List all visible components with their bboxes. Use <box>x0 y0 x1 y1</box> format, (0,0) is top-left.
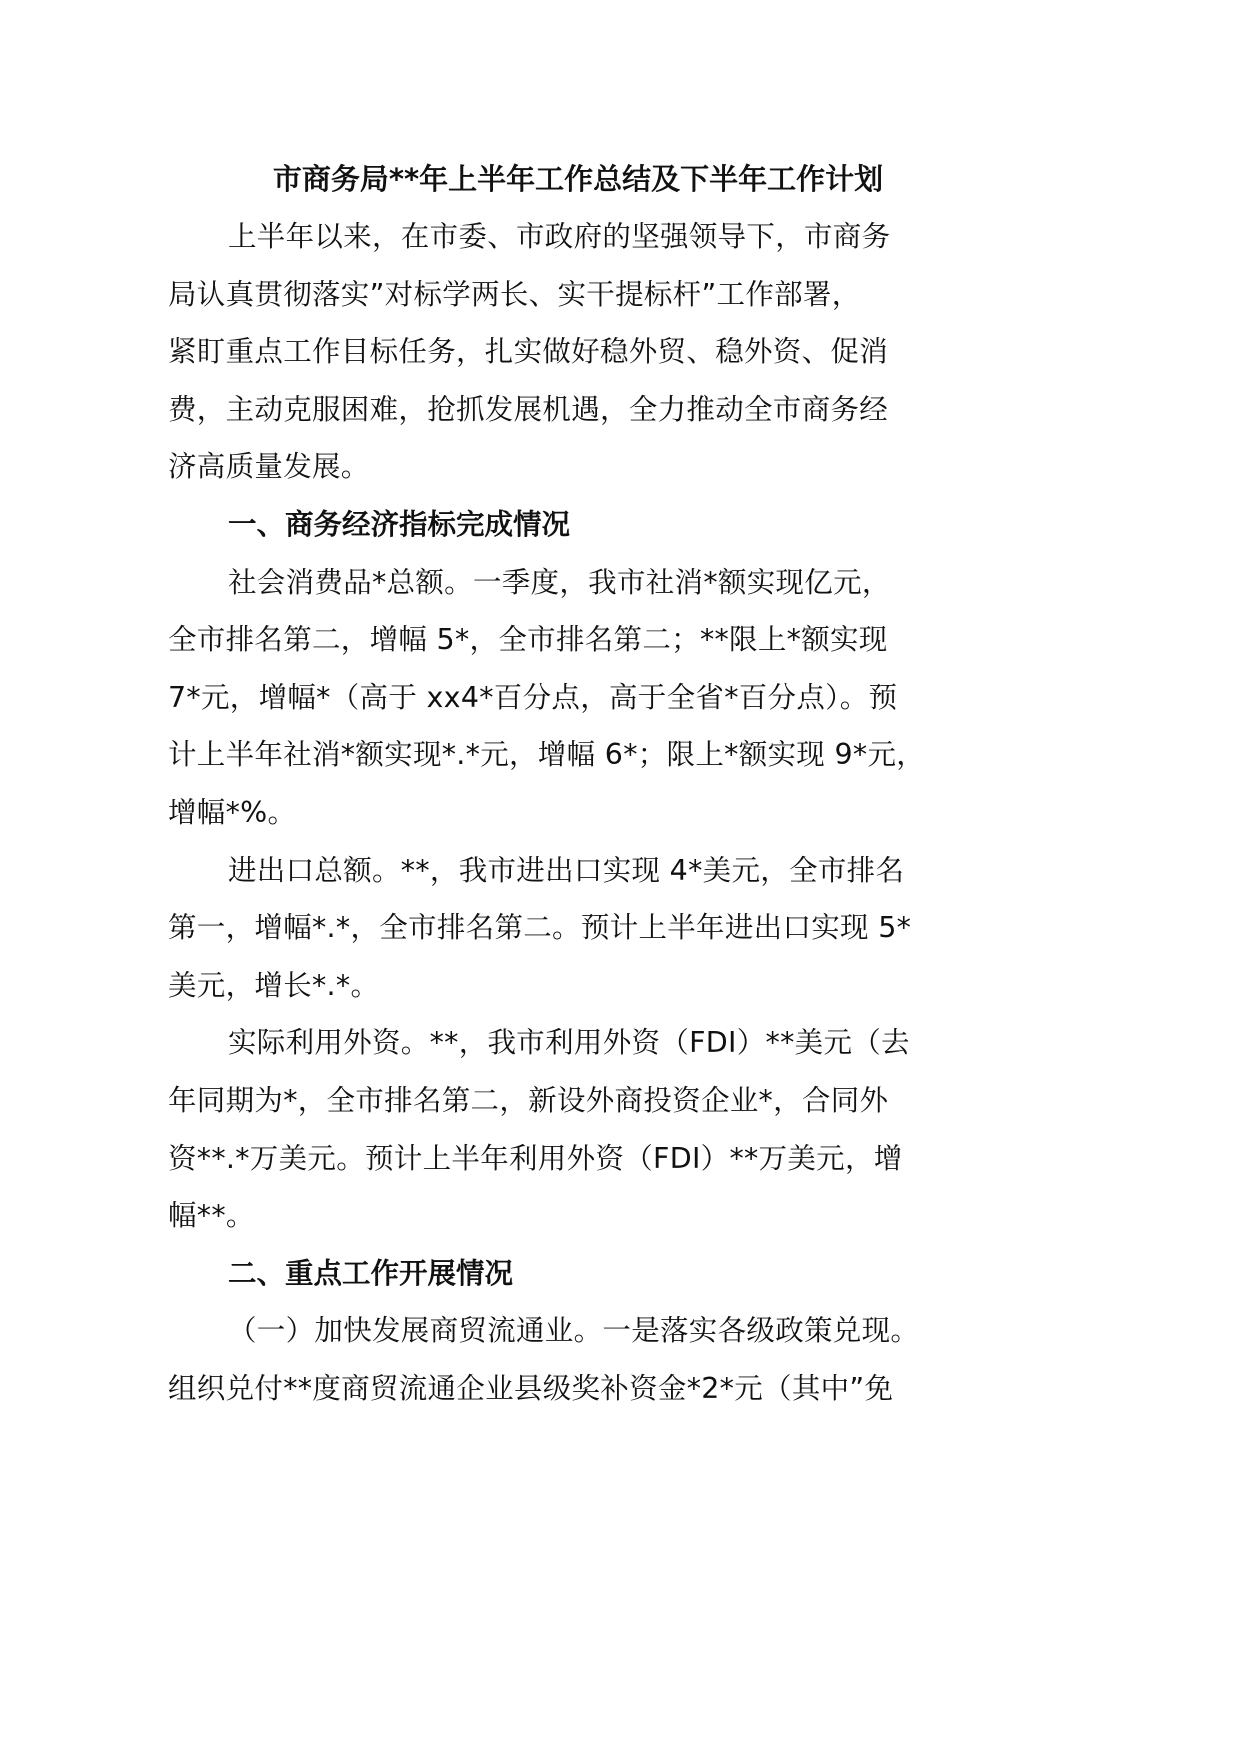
text-line: 上半年以来，在市委、市政府的坚强领导下，市商务 <box>228 220 891 253</box>
text-line: 资**.*万美元。预计上半年利用外资（FDI）**万美元，增 <box>168 1141 903 1175</box>
text-line: 7*元，增幅*（高于 xx4*百分点，高于全省*百分点）。预 <box>168 680 898 714</box>
trade-paragraph <box>168 842 968 1015</box>
text-line: 全市排名第二，增幅 5*，全市排名第二；**限上*额实现 <box>168 623 888 657</box>
text-line: 局认真贯彻落实”对标学两长、实干提标杆”工作部署， <box>168 277 861 311</box>
text-line: 幅**。 <box>168 1199 255 1233</box>
document-title: 市商务局**年上半年工作总结及下半年工作计划 <box>272 162 884 196</box>
commerce-paragraph <box>168 1302 968 1417</box>
consumption-paragraph <box>168 554 968 842</box>
text-line: 紧盯重点工作目标任务，扎实做好稳外贸、稳外资、促消 <box>168 335 889 369</box>
fdi-paragraph <box>168 1014 968 1244</box>
text-line: 年同期为*，全市排名第二，新设外商投资企业*，合同外 <box>168 1083 889 1117</box>
text-line: 第一，增幅*.*，全市排名第二。预计上半年进出口实现 5* <box>168 911 912 945</box>
section-heading-key-work: 二、重点工作开展情况 <box>228 1256 514 1290</box>
document-body <box>168 150 968 1417</box>
section-heading-indicators: 一、商务经济指标完成情况 <box>228 507 571 541</box>
text-line: 实际利用外资。**，我市利用外资（FDI）**美元（去 <box>228 1026 910 1060</box>
intro-paragraph <box>168 208 968 496</box>
text-line: 美元，增长*.*。 <box>168 968 380 1002</box>
text-line: 费，主动克服困难，抢抓发展机遇，全力推动全市商务经 <box>168 392 889 426</box>
text-line: （一）加快发展商贸流通业。一是落实各级政策兑现。 <box>228 1314 920 1348</box>
text-line: 社会消费品*总额。一季度，我市社消*额实现亿元， <box>228 565 891 599</box>
text-line: 增幅*%。 <box>168 795 297 829</box>
text-line: 济高质量发展。 <box>168 450 370 484</box>
text-line: 计上半年社消*额实现*.*元，增幅 6*；限上*额实现 9*元， <box>168 738 926 772</box>
text-line: 组织兑付**度商贸流通企业县级奖补资金*2*元（其中”免 <box>168 1371 894 1405</box>
text-line: 进出口总额。**，我市进出口实现 4*美元，全市排名 <box>228 853 905 887</box>
